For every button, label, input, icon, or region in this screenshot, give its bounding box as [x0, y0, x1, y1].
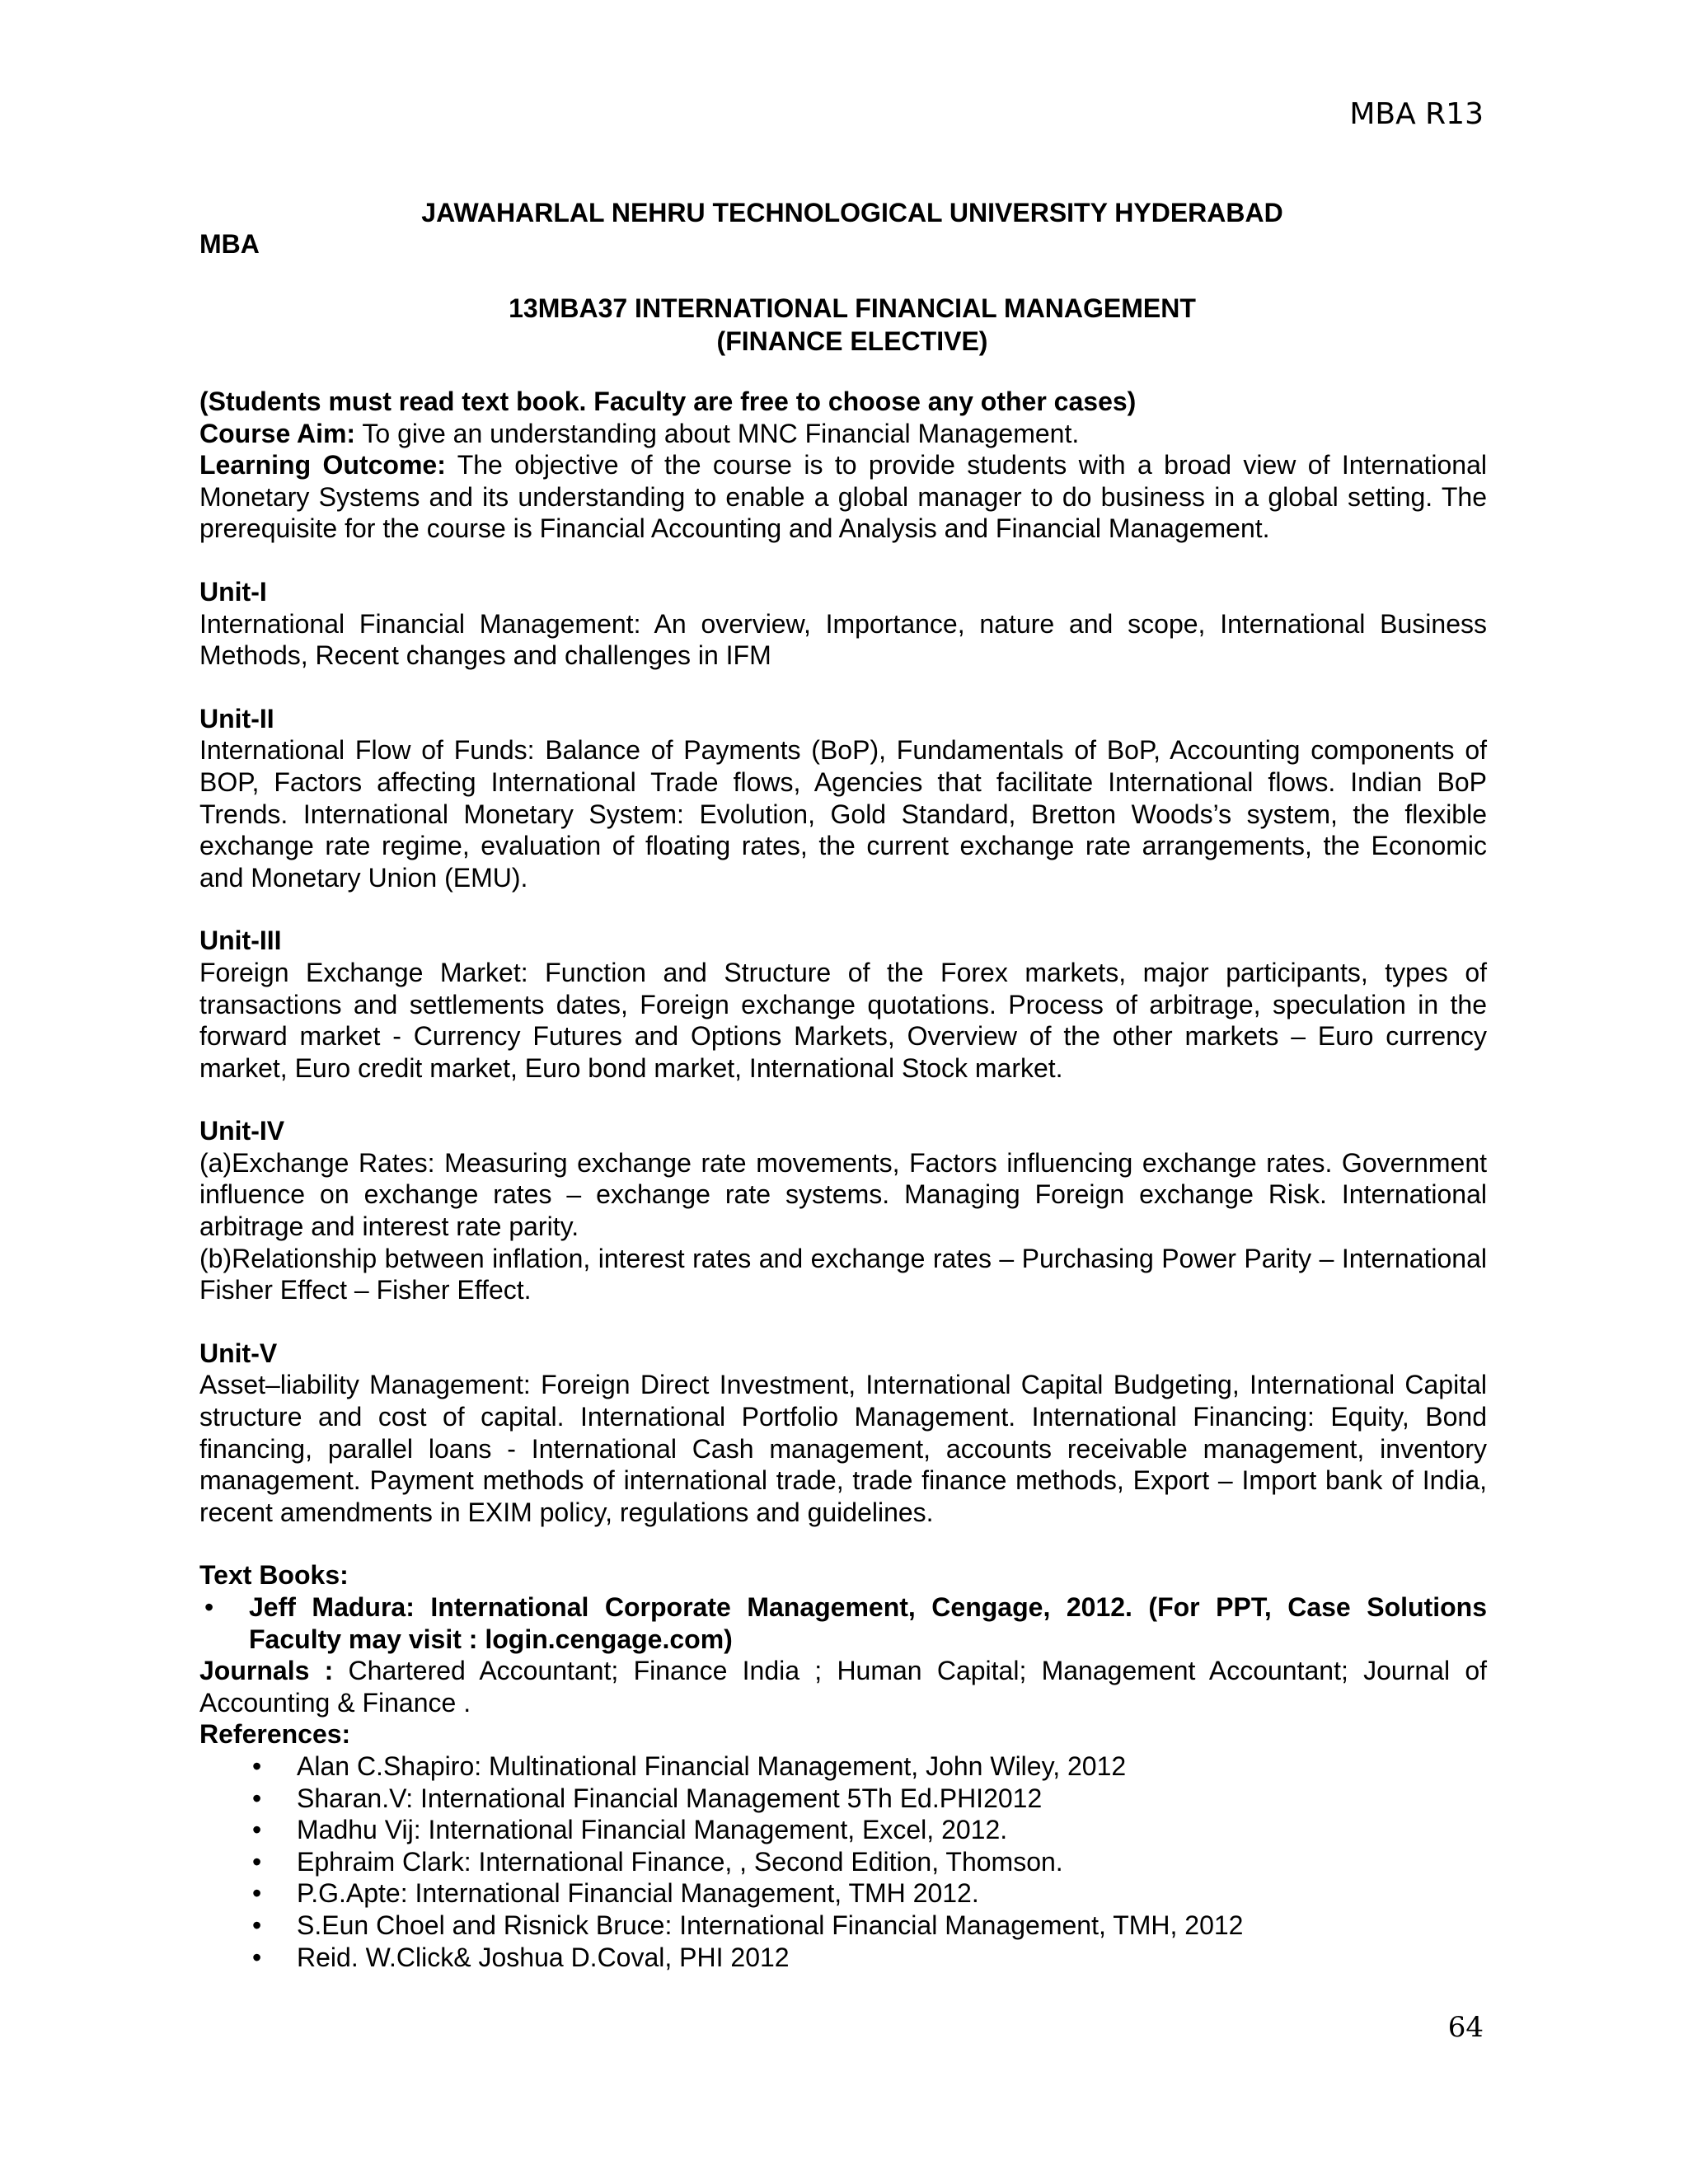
unit-text: International Flow of Funds: Balance of Payments (BoP), Fundamentals of BoP, Accounting components of BOP, Factors affecting International Trade flows, Agencies that facilitate International flows. Indian BoP Trends. International Monetary System: Evolution, Gold Standard, Bretton Woods’s system, the flexible exchange rate regime, evaluation of floating rates, the current exchange rate arrangements, the Economic and Monetary Union (EMU). [199, 735, 1487, 893]
page-number: 64 [1447, 2011, 1484, 2044]
journals [199, 1655, 1487, 1718]
journals-text: Chartered Accountant; Finance India ; Human Capital; Management Accountant; Journal of Accounting & Finance . [199, 1656, 1487, 1718]
program-label: MBA [199, 229, 260, 259]
unit-text-b: (b)Relationship between inflation, interest rates and exchange rates – Purchasing Power Parity – International Fisher Effect – Fisher Effect. [199, 1243, 1487, 1305]
course-aim-label: Course Aim: [199, 418, 356, 448]
university-name: JAWAHARLAL NEHRU TECHNOLOGICAL UNIVERSITY HYDERABAD [421, 198, 1283, 227]
list-item: • Reid. W.Click& Joshua D.Coval, PHI 2012 [297, 1942, 1487, 1974]
unit-heading: Unit-I [199, 576, 267, 607]
program-code: MBA R13 [1349, 97, 1484, 131]
list-item: • P.G.Apte: International Financial Management, TMH 2012. [297, 1877, 1487, 1910]
unit-text: Asset–liability Management: Foreign Direct Investment, International Capital Budgeting, International Capital structure and cost of capital. International Portfolio Management. International Financing: Equity, Bond financing, parallel loans - International Cash management, accounts receivable management, inventory management. Payment methods of international trade, trade finance methods, Export – Import bank of India, recent amendments in EXIM policy, regulations and guidelines. [199, 1370, 1487, 1527]
syllabus-content [199, 386, 1487, 1973]
learning-outcome-text: The objective of the course is to provide students with a broad view of International Monetary Systems and its understanding to enable a global manager to do business in a global setting. The prerequisite for the course is Financial Accounting and Analysis and Financial Management. [199, 450, 1488, 544]
course-title: 13MBA37 INTERNATIONAL FINANCIAL MANAGEMENT [509, 293, 1196, 323]
references-heading: References: [199, 1719, 351, 1750]
text-books-heading: Text Books: [199, 1560, 349, 1591]
unit-heading: Unit-III [199, 926, 282, 956]
unit-heading: Unit-V [199, 1338, 278, 1368]
unit-text-a: (a)Exchange Rates: Measuring exchange rate movements, Factors influencing exchange rates. Government influence on exchange rates – exchange rate systems. Managing Foreign exchange Risk. International arbitrage and interest rate parity. [199, 1147, 1487, 1242]
unit-heading: Unit-IV [199, 1116, 285, 1146]
course-subtitle: (FINANCE ELECTIVE) [716, 326, 988, 356]
list-item: • S.Eun Choel and Risnick Bruce: International Financial Management, TMH, 2012 [297, 1910, 1487, 1942]
list-item: • Madhu Vij: International Financial Management, Excel, 2012. [297, 1814, 1487, 1846]
unit-heading: Unit-II [199, 703, 274, 733]
unit-text: Foreign Exchange Market: Function and Structure of the Forex markets, major participants, types of transactions and settlements dates, Foreign exchange quotations. Process of arbitrage, speculation in the forward market - Currency Futures and Options Markets, Overview of the other markets – Euro currency market, Euro credit market, Euro bond market, International Stock market. [199, 957, 1487, 1083]
list-item: • Jeff Madura: International Corporate Management, Cengage, 2012. (For PPT, Case Solutions Faculty may visit : login.cengage.com) [249, 1591, 1487, 1655]
intro-note: (Students must read text book. Faculty are free to choose any other cases) [199, 387, 1137, 416]
course-aim-text: To give an understanding about MNC Financial Management. [355, 418, 1080, 448]
learning-outcome-label: Learning Outcome: [199, 450, 446, 480]
list-item: • Alan C.Shapiro: Multinational Financial Management, John Wiley, 2012 [297, 1750, 1487, 1783]
journals-label: Journals : [199, 1656, 334, 1686]
text-books-list [199, 1591, 1487, 1655]
course-aim [199, 418, 1487, 450]
references-list [199, 1750, 1487, 1973]
learning-outcome [199, 449, 1487, 545]
list-item: • Ephraim Clark: International Finance, , Second Edition, Thomson. [297, 1846, 1487, 1878]
unit-text: International Financial Management: An overview, Importance, nature and scope, International Business Methods, Recent changes and challenges in IFM [199, 608, 1487, 671]
list-item: • Sharan.V: International Financial Management 5Th Ed.PHI2012 [297, 1783, 1487, 1815]
course-title-block [0, 292, 1688, 358]
